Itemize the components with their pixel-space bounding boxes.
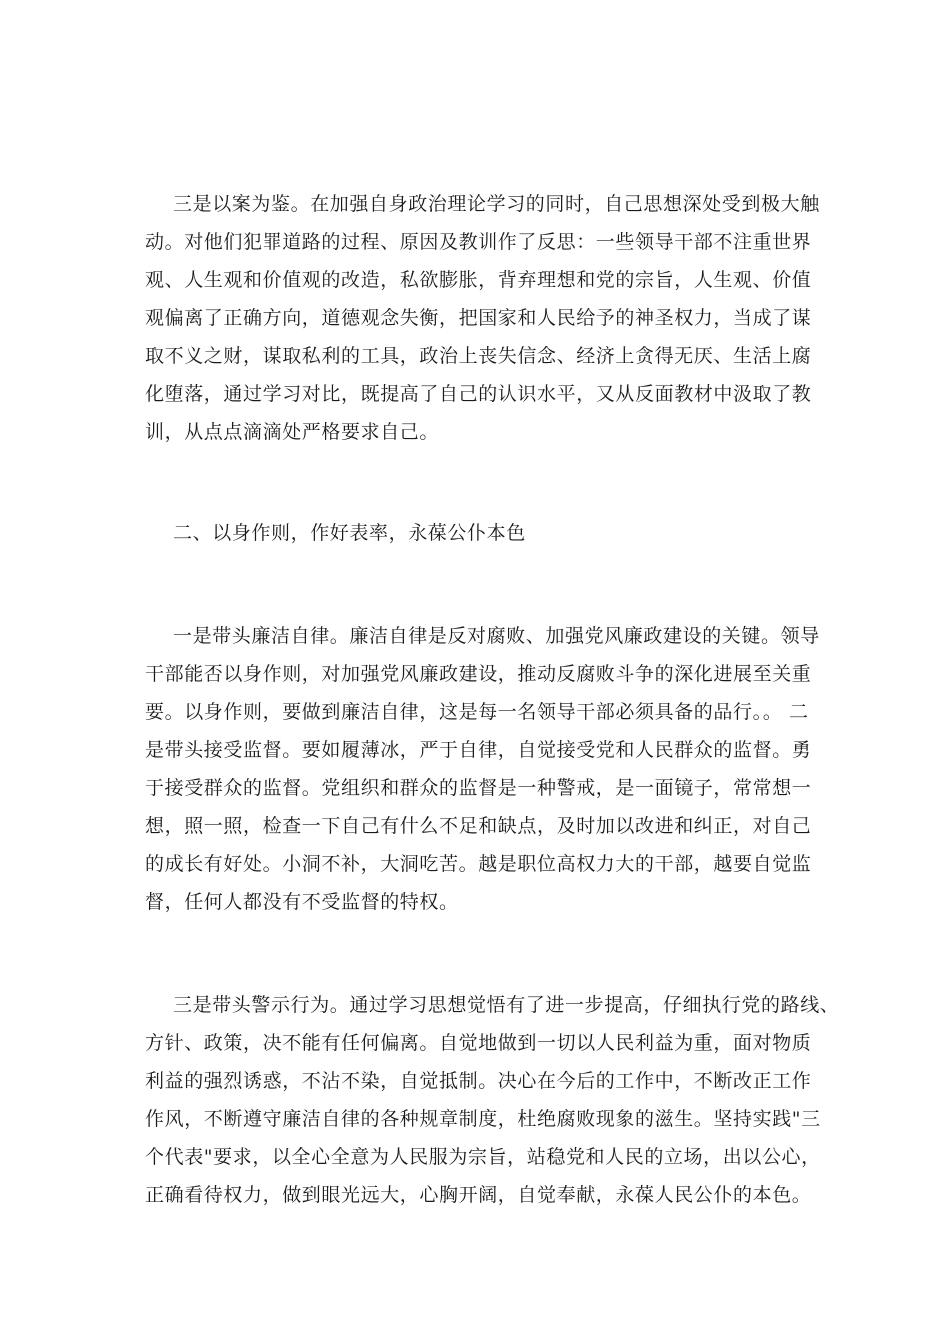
para3-line-2: 方针、政策，决不能有任何偏离。自觉地做到一切以人民利益为重，面对物质 [145,1032,812,1054]
para1-line-3: 观、人生观和价值观的改造，私欲膨胀，背弃理想和党的宗旨，人生观、价值 [145,269,812,291]
para2-line-6: 想，照一照，检查一下自己有什么不足和缺点，及时加以改进和纠正，对自己 [145,815,812,837]
para1-line-2: 动。对他们犯罪道路的过程、原因及教训作了反思：一些领导干部不注重世界 [145,231,812,253]
para2-line-2: 干部能否以身作则，对加强党风廉政建设，推动反腐败斗争的深化进展至关重 [145,663,812,685]
para3-line-6: 正确看待权力，做到眼光远大，心胸开阔，自觉奉献，永葆人民公仆的本色。 [145,1184,812,1206]
para1-line-5: 取不义之财，谋取私利的工具，政治上丧失信念、经济上贪得无厌、生活上腐 [145,345,812,367]
para3-line-5: 个代表"要求，以全心全意为人民服为宗旨，站稳党和人民的立场，出以公心， [145,1146,821,1168]
para2-line-4: 是带头接受监督。要如履薄冰，严于自律，自觉接受党和人民群众的监督。勇 [145,739,812,761]
para1-line-1: 三是以案为鉴。在加强自身政治理论学习的同时，自己思想深处受到极大触 [173,193,820,215]
para2-line-3: 要。以身作则，要做到廉洁自律，这是每一名领导干部必须具备的品行。。 二 [145,701,809,723]
para2-line-8: 督，任何人都没有不受监督的特权。 [145,891,459,913]
para1-line-4: 观偏离了正确方向，道德观念失衡，把国家和人民给予的神圣权力，当成了谋 [145,307,812,329]
para3-line-3: 利益的强烈诱惑，不沾不染，自觉抵制。决心在今后的工作中，不断改正工作 [145,1070,812,1092]
para1-line-7: 训，从点点滴滴处严格要求自己。 [145,421,440,443]
para3-line-4: 作风，不断遵守廉洁自律的各种规章制度，杜绝腐败现象的滋生。坚持实践"三 [145,1108,821,1130]
para2-line-7: 的成长有好处。小洞不补，大洞吃苦。越是职位高权力大的干部，越要自觉监 [145,853,812,875]
section-heading: 二、以身作则，作好表率，永葆公仆本色 [173,522,526,544]
para3-line-1: 三是带头警示行为。通过学习思想觉悟有了进一步提高，仔细执行党的路线、 [173,994,840,1016]
para2-line-5: 于接受群众的监督。党组织和群众的监督是一种警戒，是一面镜子，常常想一 [145,777,812,799]
para1-line-6: 化堕落，通过学习对比，既提高了自己的认识水平，又从反面教材中汲取了教 [145,383,812,405]
para2-line-1: 一是带头廉洁自律。廉洁自律是反对腐败、加强党风廉政建设的关键。领导 [173,625,820,647]
